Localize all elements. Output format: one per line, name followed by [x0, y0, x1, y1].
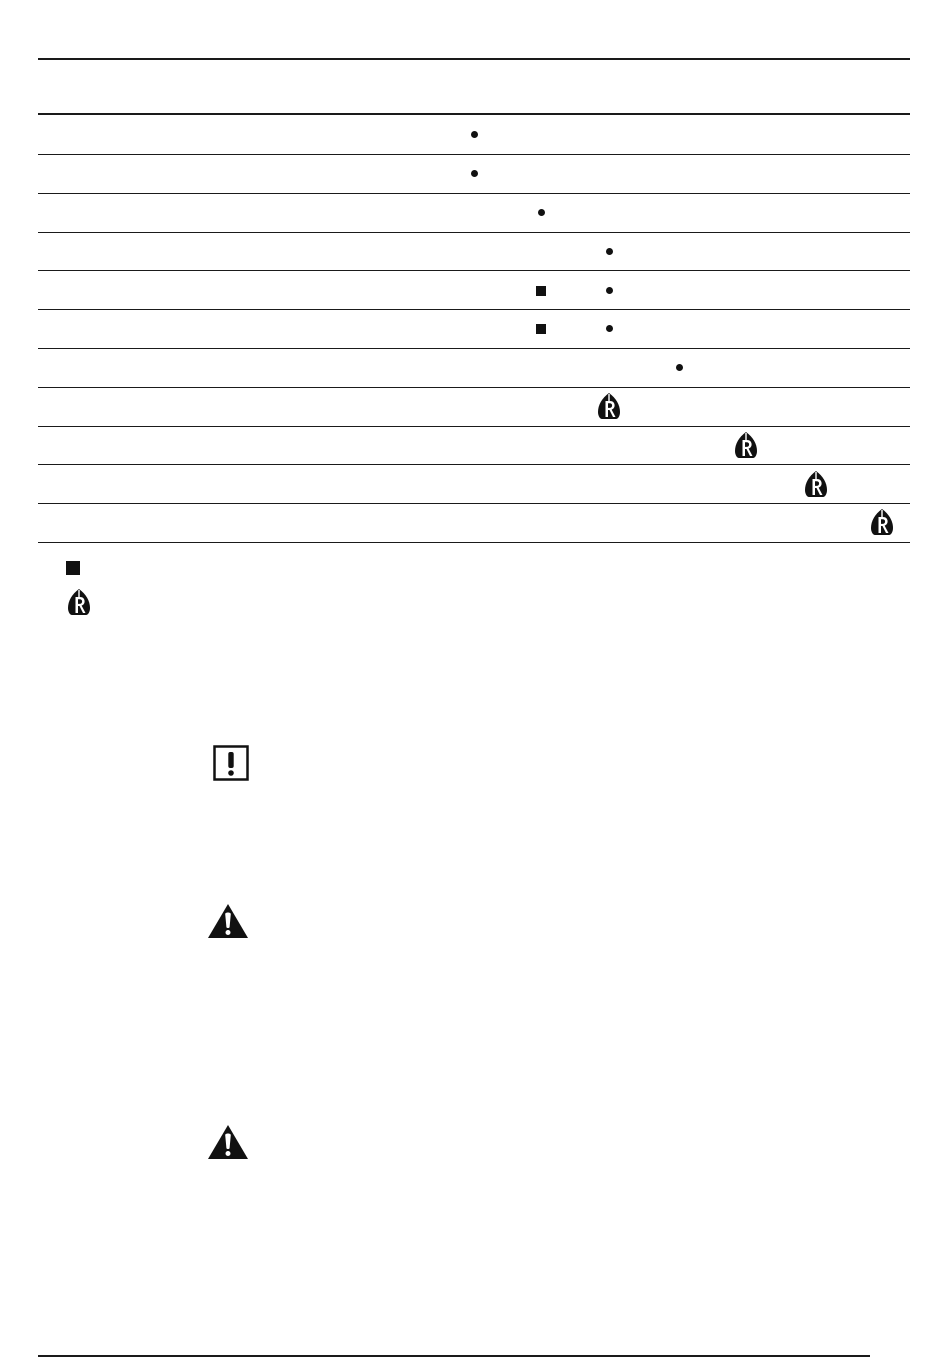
warning-triangle-icon [207, 1124, 249, 1160]
table-row [38, 116, 910, 155]
r-symbol-icon [803, 470, 829, 498]
filled-square-icon [66, 561, 80, 575]
filled-square-icon [536, 324, 546, 334]
table-header-rule [38, 113, 910, 115]
table-row [38, 194, 910, 233]
bullet-dot-icon [606, 325, 613, 332]
r-symbol-icon [869, 508, 895, 536]
r-symbol-icon [66, 588, 92, 616]
table-row [38, 232, 910, 271]
table-row [38, 388, 910, 427]
bullet-dot-icon [471, 170, 478, 177]
table-row [38, 349, 910, 388]
table-row [38, 155, 910, 194]
bullet-dot-icon [538, 209, 545, 216]
bullet-dot-icon [606, 287, 613, 294]
bullet-dot-icon [606, 248, 613, 255]
table-row [38, 271, 910, 310]
bullet-dot-icon [676, 364, 683, 371]
table-row [38, 504, 910, 543]
warning-triangle-icon [207, 903, 249, 939]
bullet-dot-icon [471, 131, 478, 138]
footer-rule [38, 1355, 870, 1357]
filled-square-icon [536, 286, 546, 296]
table-row [38, 465, 910, 504]
r-symbol-icon [733, 431, 759, 459]
exclamation-box-icon [213, 745, 249, 781]
table-row [38, 310, 910, 349]
table-top-rule [38, 58, 910, 60]
table-row [38, 426, 910, 465]
r-symbol-icon [596, 392, 622, 420]
